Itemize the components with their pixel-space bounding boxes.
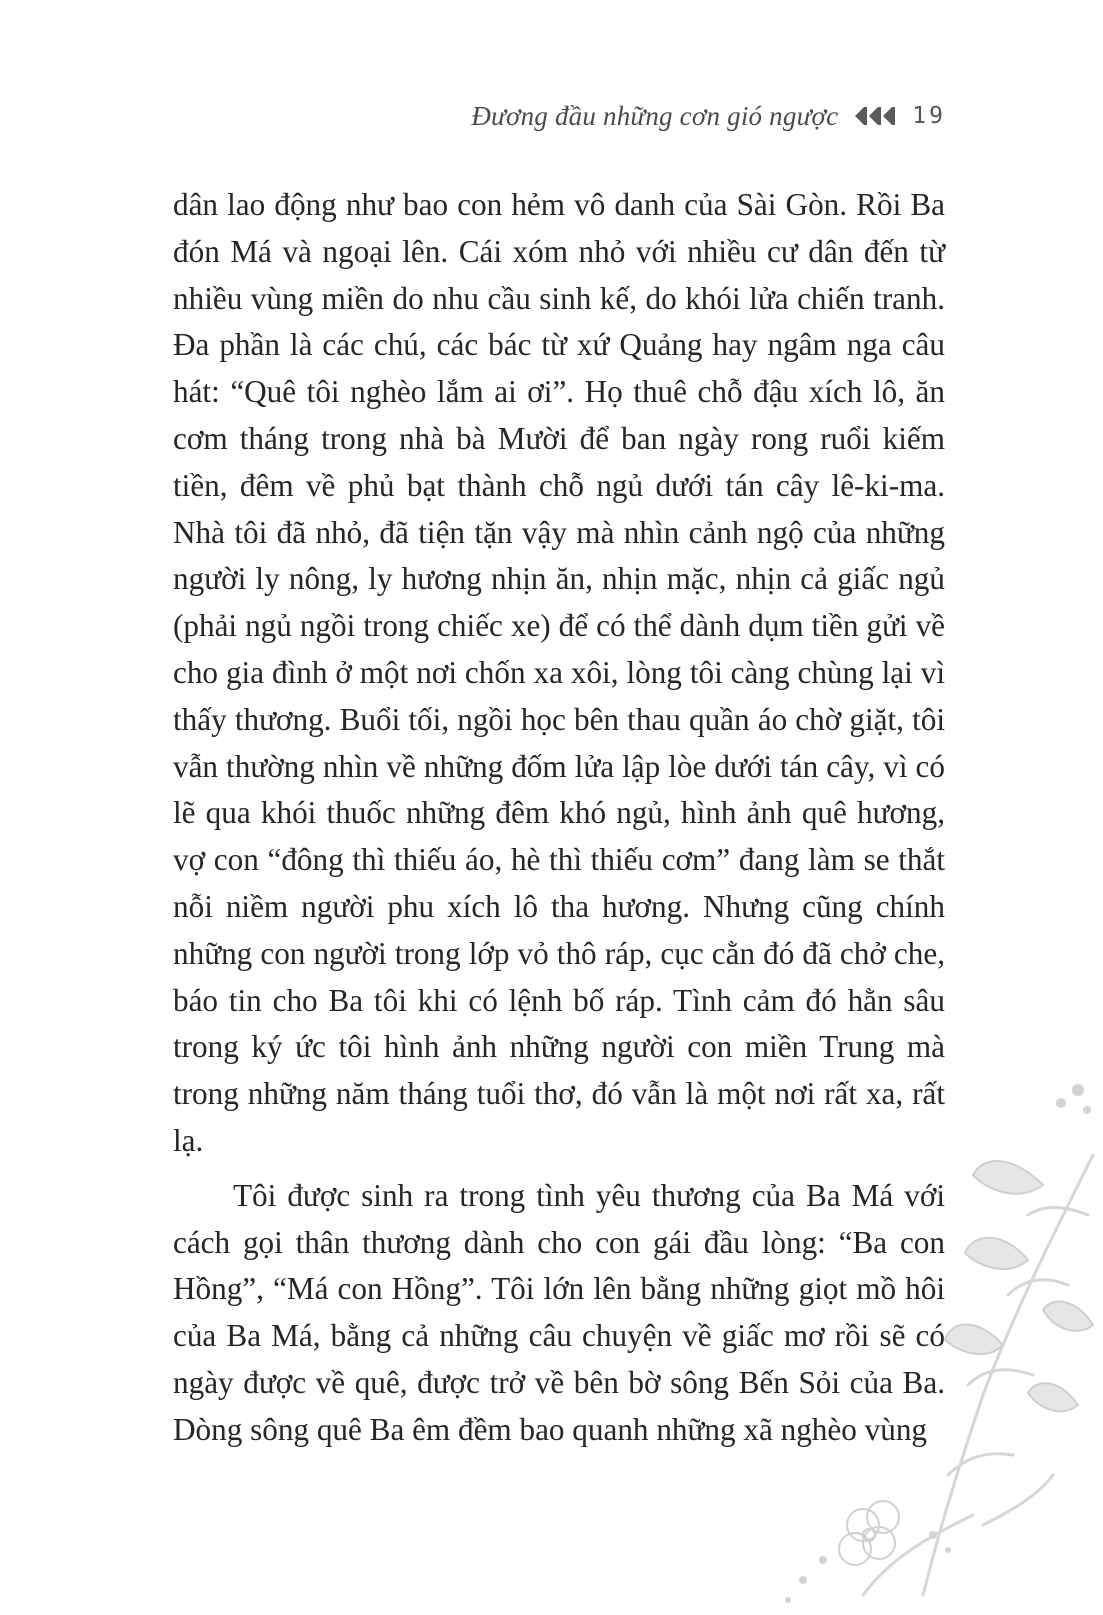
triple-chevron-icon (852, 105, 898, 127)
page-number: 19 (912, 103, 946, 129)
running-header (471, 96, 946, 136)
body-text (173, 182, 945, 1454)
chapter-title: Đương đầu những cơn gió ngược (471, 100, 839, 131)
paragraph: Tôi được sinh ra trong tình yêu thương của Ba Má với cách gọi thân thương dành cho con gái đầu lòng: “Ba con Hồng”, “Má con Hồng”. Tôi lớn lên bằng những giọt mồ hôi của Ba Má, bằng cả những câu chuyện về giấc mơ rồi sẽ có ngày được về quê, được trở về bên bờ sông Bến Sỏi của Ba. Dòng sông quê Ba êm đềm bao quanh những xã nghèo vùng (173, 1177, 945, 1447)
paragraph-continued: dân lao động như bao con hẻm vô danh của Sài Gòn. Rồi Ba đón Má và ngoại lên. Cái xóm nhỏ với nhiều cư dân đến từ nhiều vùng miền do nhu cầu sinh kế, do khói lửa chiến tranh. Đa phần là các chú, các bác từ xứ Quảng hay ngâm nga câu hát: “Quê tôi nghèo lắm ai ơi”. Họ thuê chỗ đậu xích lô, ăn cơm tháng trong nhà bà Mười để ban ngày rong ruổi kiếm tiền, đêm về phủ bạt thành chỗ ngủ dưới tán cây lê-ki-ma. Nhà tôi đã nhỏ, đã tiện tặn vậy mà nhìn cảnh ngộ của những người ly nông, ly hương nhịn ăn, nhịn mặc, nhịn cả giấc ngủ (phải ngủ ngồi trong chiếc xe) để có thể dành dụm tiền gửi về cho gia đình ở một nơi chốn xa xôi, lòng tôi càng chùng lại vì thấy thương. Buổi tối, ngồi học bên thau quần áo chờ giặt, tôi vẫn thường nhìn về những đốm lửa lập lòe dưới tán cây, vì có lẽ qua khói thuốc những đêm khó ngủ, hình ảnh quê hương, vợ con “đông thì thiếu áo, hè thì thiếu cơm” đang làm se thắt nỗi niềm người phu xích lô tha hương. Nhưng cũng chính những con người trong lớp vỏ thô ráp, cục cằn đó đã chở che, báo tin cho Ba tôi khi có lệnh bố ráp. Tình cảm đó hằn sâu trong ký ức tôi hình ảnh những người con miền Trung mà trong những năm tháng tuổi thơ, đó vẫn là một nơi rất xa, rất lạ. (173, 187, 945, 1158)
